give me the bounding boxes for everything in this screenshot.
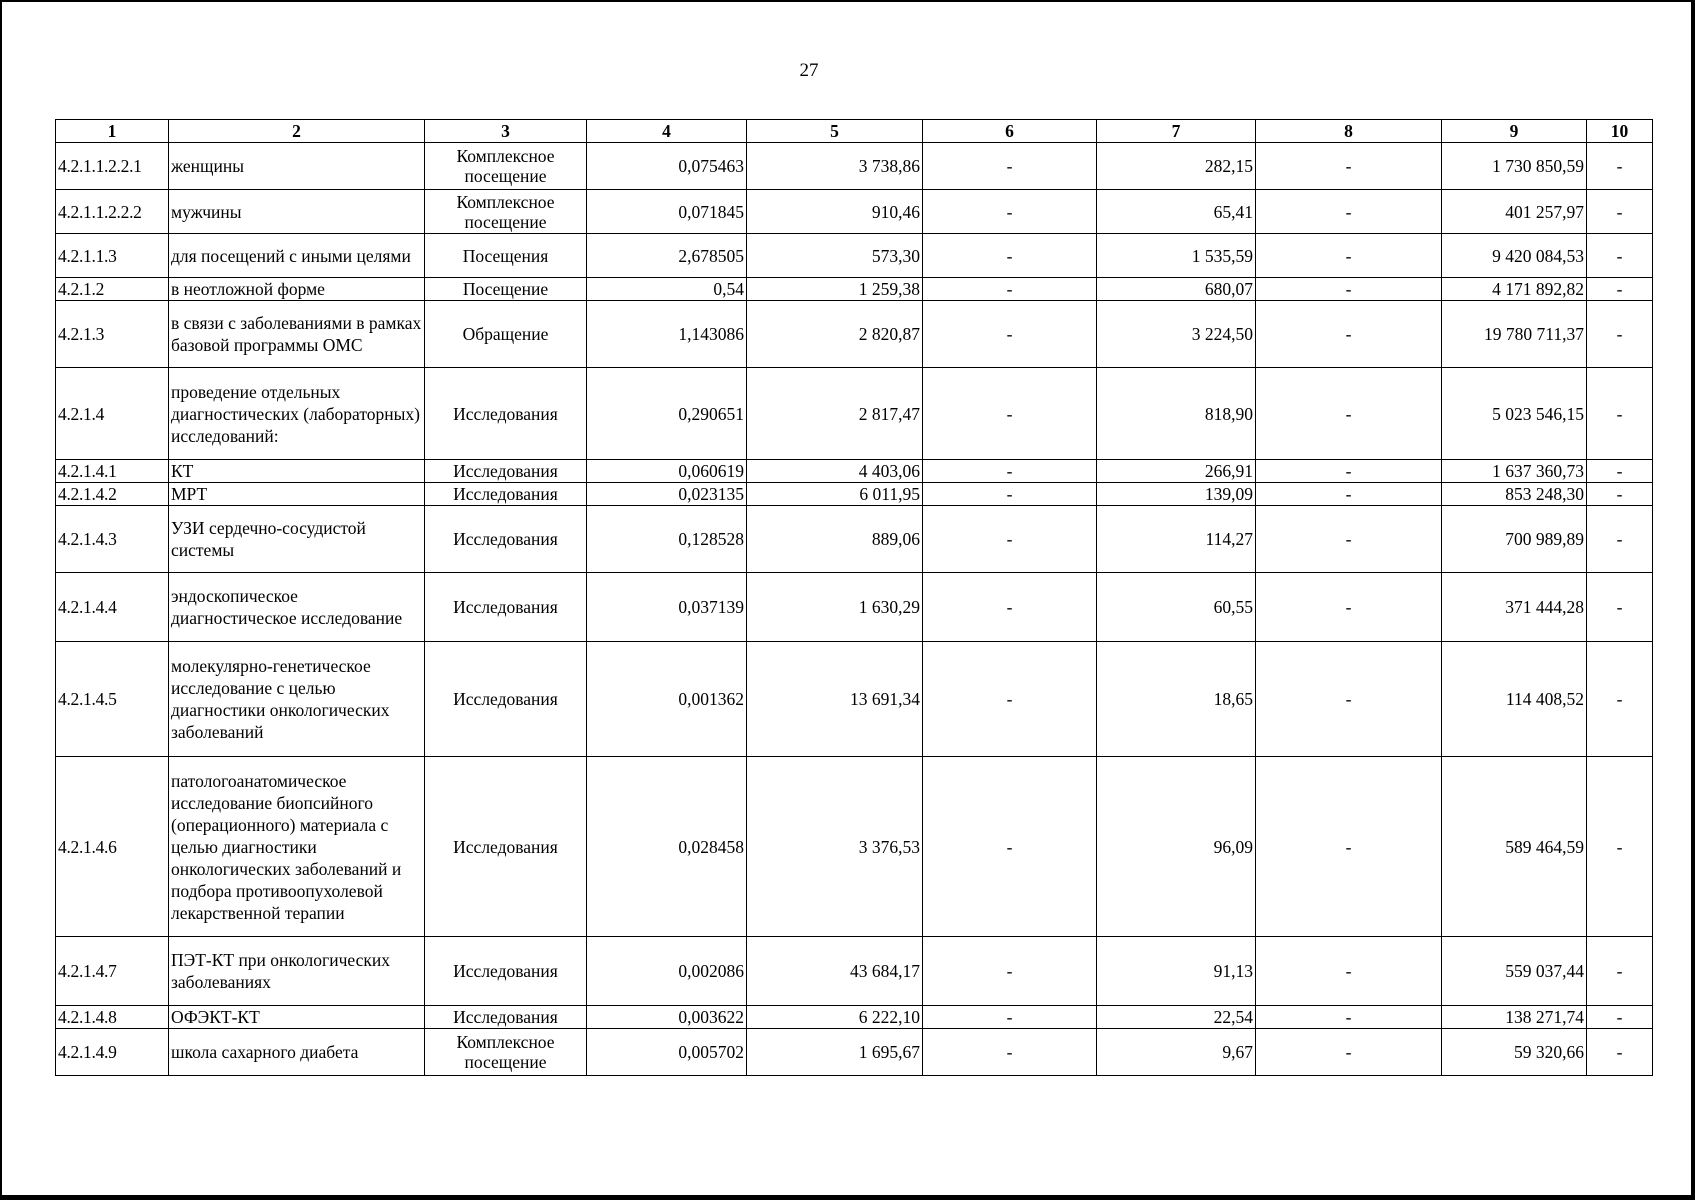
col9-value: 138 271,74: [1442, 1006, 1587, 1029]
col4-value: 0,037139: [587, 573, 747, 642]
row-name: эндоскопическое диагностическое исследование: [169, 573, 425, 642]
col7-value: 9,67: [1097, 1029, 1256, 1076]
col10-value: -: [1587, 483, 1653, 506]
row-code: 4.2.1.4.2: [56, 483, 169, 506]
col9-value: 1 730 850,59: [1442, 143, 1587, 190]
scan-border-top: [0, 0, 1695, 2]
col9-value: 4 171 892,82: [1442, 278, 1587, 301]
col6-value: -: [923, 368, 1097, 460]
row-name: ОФЭКТ-КТ: [169, 1006, 425, 1029]
col4-value: 0,028458: [587, 757, 747, 937]
col9-value: 401 257,97: [1442, 190, 1587, 234]
col8-value: -: [1256, 143, 1442, 190]
col6-value: -: [923, 143, 1097, 190]
col9-value: 853 248,30: [1442, 483, 1587, 506]
col6-value: -: [923, 234, 1097, 278]
row-code: 4.2.1.1.3: [56, 234, 169, 278]
table-row: [56, 483, 1653, 506]
col10-value: -: [1587, 234, 1653, 278]
col5-value: 43 684,17: [747, 937, 923, 1006]
col5-value: 1 695,67: [747, 1029, 923, 1076]
col10-value: -: [1587, 278, 1653, 301]
col9-value: 5 023 546,15: [1442, 368, 1587, 460]
col7-value: 818,90: [1097, 368, 1256, 460]
col10-value: -: [1587, 642, 1653, 757]
col7-value: 22,54: [1097, 1006, 1256, 1029]
col4-value: 0,075463: [587, 143, 747, 190]
col5-value: 6 011,95: [747, 483, 923, 506]
col7-value: 60,55: [1097, 573, 1256, 642]
col10-value: -: [1587, 506, 1653, 573]
col8-value: -: [1256, 368, 1442, 460]
row-code: 4.2.1.4.4: [56, 573, 169, 642]
col6-value: -: [923, 1006, 1097, 1029]
col6-value: -: [923, 1029, 1097, 1076]
row-name: для посещений с иными целями: [169, 234, 425, 278]
col9-value: 700 989,89: [1442, 506, 1587, 573]
col6-value: -: [923, 278, 1097, 301]
table-row: [56, 1029, 1653, 1076]
col4-value: 0,002086: [587, 937, 747, 1006]
col8-value: -: [1256, 234, 1442, 278]
col5-value: 6 222,10: [747, 1006, 923, 1029]
row-name: мужчины: [169, 190, 425, 234]
col4-value: 0,023135: [587, 483, 747, 506]
row-unit: Исследования: [425, 460, 587, 483]
scan-border-left: [0, 0, 2, 1200]
col9-value: 371 444,28: [1442, 573, 1587, 642]
col6-value: -: [923, 506, 1097, 573]
col6-value: -: [923, 301, 1097, 368]
table-row: [56, 234, 1653, 278]
col6-value: -: [923, 573, 1097, 642]
col7-value: 139,09: [1097, 483, 1256, 506]
row-name: патологоанатомическое исследование биопсийного (операционного) материала с целью диагностики онкологических заболеваний и подбора противоопухолевой лекарственной терапии: [169, 757, 425, 937]
col6-value: -: [923, 190, 1097, 234]
row-unit: [425, 1029, 587, 1076]
row-code: 4.2.1.1.2.2.1: [56, 143, 169, 190]
col8-value: -: [1256, 642, 1442, 757]
col9-value: 114 408,52: [1442, 642, 1587, 757]
row-unit: Исследования: [425, 368, 587, 460]
col7-value: 18,65: [1097, 642, 1256, 757]
row-unit: Исследования: [425, 757, 587, 937]
row-code: 4.2.1.4: [56, 368, 169, 460]
table-row: [56, 506, 1653, 573]
row-code: 4.2.1.1.2.2.2: [56, 190, 169, 234]
col4-value: 0,071845: [587, 190, 747, 234]
col8-value: -: [1256, 460, 1442, 483]
col8-value: -: [1256, 1029, 1442, 1076]
col10-value: -: [1587, 460, 1653, 483]
column-header: 8: [1256, 120, 1442, 143]
row-unit: Исследования: [425, 1006, 587, 1029]
page-number: 27: [799, 60, 819, 81]
row-name: в связи с заболеваниями в рамках базовой программы ОМС: [169, 301, 425, 368]
col10-value: -: [1587, 301, 1653, 368]
row-name: школа сахарного диабета: [169, 1029, 425, 1076]
col4-value: 1,143086: [587, 301, 747, 368]
col4-value: 0,003622: [587, 1006, 747, 1029]
col5-value: 1 630,29: [747, 573, 923, 642]
row-unit: Исследования: [425, 483, 587, 506]
col7-value: 282,15: [1097, 143, 1256, 190]
unit-text: Комплексное посещение: [456, 191, 555, 232]
row-name: КТ: [169, 460, 425, 483]
row-unit: [425, 143, 587, 190]
row-code: 4.2.1.4.3: [56, 506, 169, 573]
table-row: [56, 757, 1653, 937]
col5-value: 3 738,86: [747, 143, 923, 190]
col7-value: 1 535,59: [1097, 234, 1256, 278]
col7-value: 91,13: [1097, 937, 1256, 1006]
column-header: 2: [169, 120, 425, 143]
col4-value: 0,54: [587, 278, 747, 301]
col5-value: 910,46: [747, 190, 923, 234]
col10-value: -: [1587, 190, 1653, 234]
row-name: ПЭТ-КТ при онкологических заболеваниях: [169, 937, 425, 1006]
col6-value: -: [923, 460, 1097, 483]
row-code: 4.2.1.4.5: [56, 642, 169, 757]
row-code: 4.2.1.3: [56, 301, 169, 368]
unit-text: Комплексное посещение: [456, 146, 555, 186]
col9-value: 559 037,44: [1442, 937, 1587, 1006]
column-header: 1: [56, 120, 169, 143]
col7-value: 114,27: [1097, 506, 1256, 573]
data-table: [55, 119, 1653, 1076]
column-header: 5: [747, 120, 923, 143]
row-unit: Исследования: [425, 506, 587, 573]
row-code: 4.2.1.4.6: [56, 757, 169, 937]
col8-value: -: [1256, 1006, 1442, 1029]
col4-value: 0,001362: [587, 642, 747, 757]
col5-value: 3 376,53: [747, 757, 923, 937]
col6-value: -: [923, 483, 1097, 506]
col8-value: -: [1256, 937, 1442, 1006]
col10-value: -: [1587, 1006, 1653, 1029]
col9-value: 19 780 711,37: [1442, 301, 1587, 368]
col4-value: 0,128528: [587, 506, 747, 573]
row-unit: Обращение: [425, 301, 587, 368]
table-row: [56, 937, 1653, 1006]
col7-value: 96,09: [1097, 757, 1256, 937]
row-name: молекулярно-генетическое исследование с целью диагностики онкологических заболеваний: [169, 642, 425, 757]
row-name: проведение отдельных диагностических (лабораторных) исследований:: [169, 368, 425, 460]
table-row: [56, 642, 1653, 757]
col10-value: -: [1587, 143, 1653, 190]
col4-value: 2,678505: [587, 234, 747, 278]
table-row: [56, 573, 1653, 642]
col5-value: 2 817,47: [747, 368, 923, 460]
row-code: 4.2.1.2: [56, 278, 169, 301]
column-header: 4: [587, 120, 747, 143]
col10-value: -: [1587, 368, 1653, 460]
column-header: 7: [1097, 120, 1256, 143]
row-code: 4.2.1.4.7: [56, 937, 169, 1006]
col5-value: 2 820,87: [747, 301, 923, 368]
header-row: [56, 120, 1653, 143]
column-header: 6: [923, 120, 1097, 143]
row-unit: Исследования: [425, 573, 587, 642]
col8-value: -: [1256, 573, 1442, 642]
col6-value: -: [923, 937, 1097, 1006]
col7-value: 65,41: [1097, 190, 1256, 234]
column-header: 3: [425, 120, 587, 143]
row-unit: Исследования: [425, 937, 587, 1006]
col8-value: -: [1256, 757, 1442, 937]
row-code: 4.2.1.4.9: [56, 1029, 169, 1076]
table-row: [56, 368, 1653, 460]
col10-value: -: [1587, 757, 1653, 937]
col7-value: 3 224,50: [1097, 301, 1256, 368]
col4-value: 0,290651: [587, 368, 747, 460]
row-code: 4.2.1.4.1: [56, 460, 169, 483]
table-row: [56, 460, 1653, 483]
col4-value: 0,005702: [587, 1029, 747, 1076]
col5-value: 13 691,34: [747, 642, 923, 757]
table-row: [56, 143, 1653, 190]
col10-value: -: [1587, 573, 1653, 642]
col9-value: 1 637 360,73: [1442, 460, 1587, 483]
col8-value: -: [1256, 483, 1442, 506]
row-name: УЗИ сердечно-сосудистой системы: [169, 506, 425, 573]
col10-value: -: [1587, 1029, 1653, 1076]
column-header: 9: [1442, 120, 1587, 143]
col5-value: 4 403,06: [747, 460, 923, 483]
col5-value: 573,30: [747, 234, 923, 278]
col5-value: 1 259,38: [747, 278, 923, 301]
table-row: [56, 190, 1653, 234]
col8-value: -: [1256, 278, 1442, 301]
row-name: в неотложной форме: [169, 278, 425, 301]
scan-border-bottom: [0, 1195, 1695, 1200]
col4-value: 0,060619: [587, 460, 747, 483]
col7-value: 266,91: [1097, 460, 1256, 483]
row-unit: [425, 190, 587, 234]
col8-value: -: [1256, 506, 1442, 573]
col9-value: 589 464,59: [1442, 757, 1587, 937]
row-name: МРТ: [169, 483, 425, 506]
table-row: [56, 301, 1653, 368]
col6-value: -: [923, 642, 1097, 757]
row-code: 4.2.1.4.8: [56, 1006, 169, 1029]
col8-value: -: [1256, 301, 1442, 368]
col6-value: -: [923, 757, 1097, 937]
unit-text: Комплексное посещение: [456, 1032, 555, 1072]
row-unit: Посещения: [425, 234, 587, 278]
col7-value: 680,07: [1097, 278, 1256, 301]
scan-border-right: [1691, 0, 1695, 1200]
row-name: женщины: [169, 143, 425, 190]
column-header: 10: [1587, 120, 1653, 143]
col8-value: -: [1256, 190, 1442, 234]
col9-value: 9 420 084,53: [1442, 234, 1587, 278]
table-row: [56, 278, 1653, 301]
row-unit: Посещение: [425, 278, 587, 301]
table-row: [56, 1006, 1653, 1029]
row-unit: Исследования: [425, 642, 587, 757]
col5-value: 889,06: [747, 506, 923, 573]
col9-value: 59 320,66: [1442, 1029, 1587, 1076]
col10-value: -: [1587, 937, 1653, 1006]
